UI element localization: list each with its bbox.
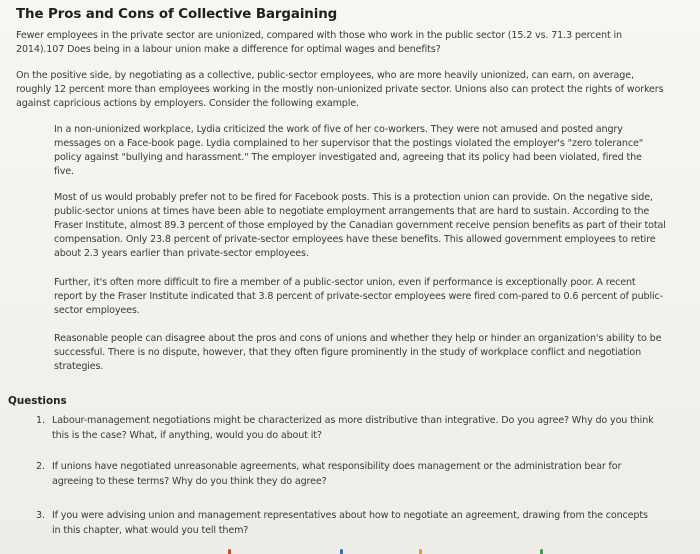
edge-mark [228,549,231,554]
question-number: 1. [36,415,45,426]
edge-mark [540,549,543,554]
intro-paragraph: Fewer employees in the private sector are unionized, compared with those who work in the public sector (15.2 vs. 71.3 percent in 2014).107 Does being in a labour union make a difference for optimal wages and benefits? [16,30,622,55]
paragraph-conclusion: Reasonable people can disagree about the pros and cons of unions and whether they help or hinder an organization's ability to be successful. There is no dispute, however, that they often figure prominently in the study of workplace conflict and negotiation strategies. [54,333,662,372]
example-quote: In a non-unionized workplace, Lydia criticized the work of five of her co-workers. They were not amused and posted angry messages on a Face-book page. Lydia complained to her supervisor that the postings violated the employer's "zero tolerance" policy against "bullying and harassment." The employer investigated and, agreeing that its policy had been violated, fired the five. [54,124,643,177]
question-number: 2. [36,461,45,472]
question-text: Labour-management negotiations might be characterized as more distributive than integrative. Do you agree? Why do you think this is the case? What, if anything, would you do about it? [52,415,654,441]
question-item [36,508,666,538]
paragraph-negative-side: Most of us would probably prefer not to be fired for Facebook posts. This is a protection union can provide. On the negative side, public-sector unions at times have been able to negotiate employment arrangements that are hard to sustain. According to the Fraser Institute, almost 89.3 percent of those employed by the Canadian government receive pension benefits as part of their total compensation. Only 23.8 percent of private-sector employees have these benefits. This allowed government employees to retire about 2.3 years earlier than private-sector employees. [54,192,666,259]
edge-mark [340,549,343,554]
document-title: The Pros and Cons of Collective Bargaining [16,7,338,22]
paragraph-firing: Further, it's often more difficult to fire a member of a public-sector union, even if performance is exceptionally poor. A recent report by the Fraser Institute indicated that 3.8 percent of private-sector employees were fired com-pared to 0.6 percent of public-sector employees. [54,277,663,316]
questions-heading: Questions [8,395,67,407]
question-text: If you were advising union and management representatives about how to negotiate an agreement, drawing from the concepts in this chapter, what would you tell them? [52,510,648,536]
question-text: If unions have negotiated unreasonable agreements, what responsibility does management or the administration bear for agreeing to these terms? Why do you think they do agree? [52,461,622,487]
page-edge-marks [0,548,700,554]
question-item [36,459,666,489]
edge-mark [419,549,422,554]
paragraph-positive-side: On the positive side, by negotiating as a collective, public-sector employees, who are more heavily unionized, can earn, on average, roughly 12 percent more than employees working in the mostly non-unionized private sector. Unions also can protect the rights of workers against capricious actions by employers. Consider the following example. [16,70,664,109]
question-number: 3. [36,510,45,521]
question-item [36,413,666,443]
